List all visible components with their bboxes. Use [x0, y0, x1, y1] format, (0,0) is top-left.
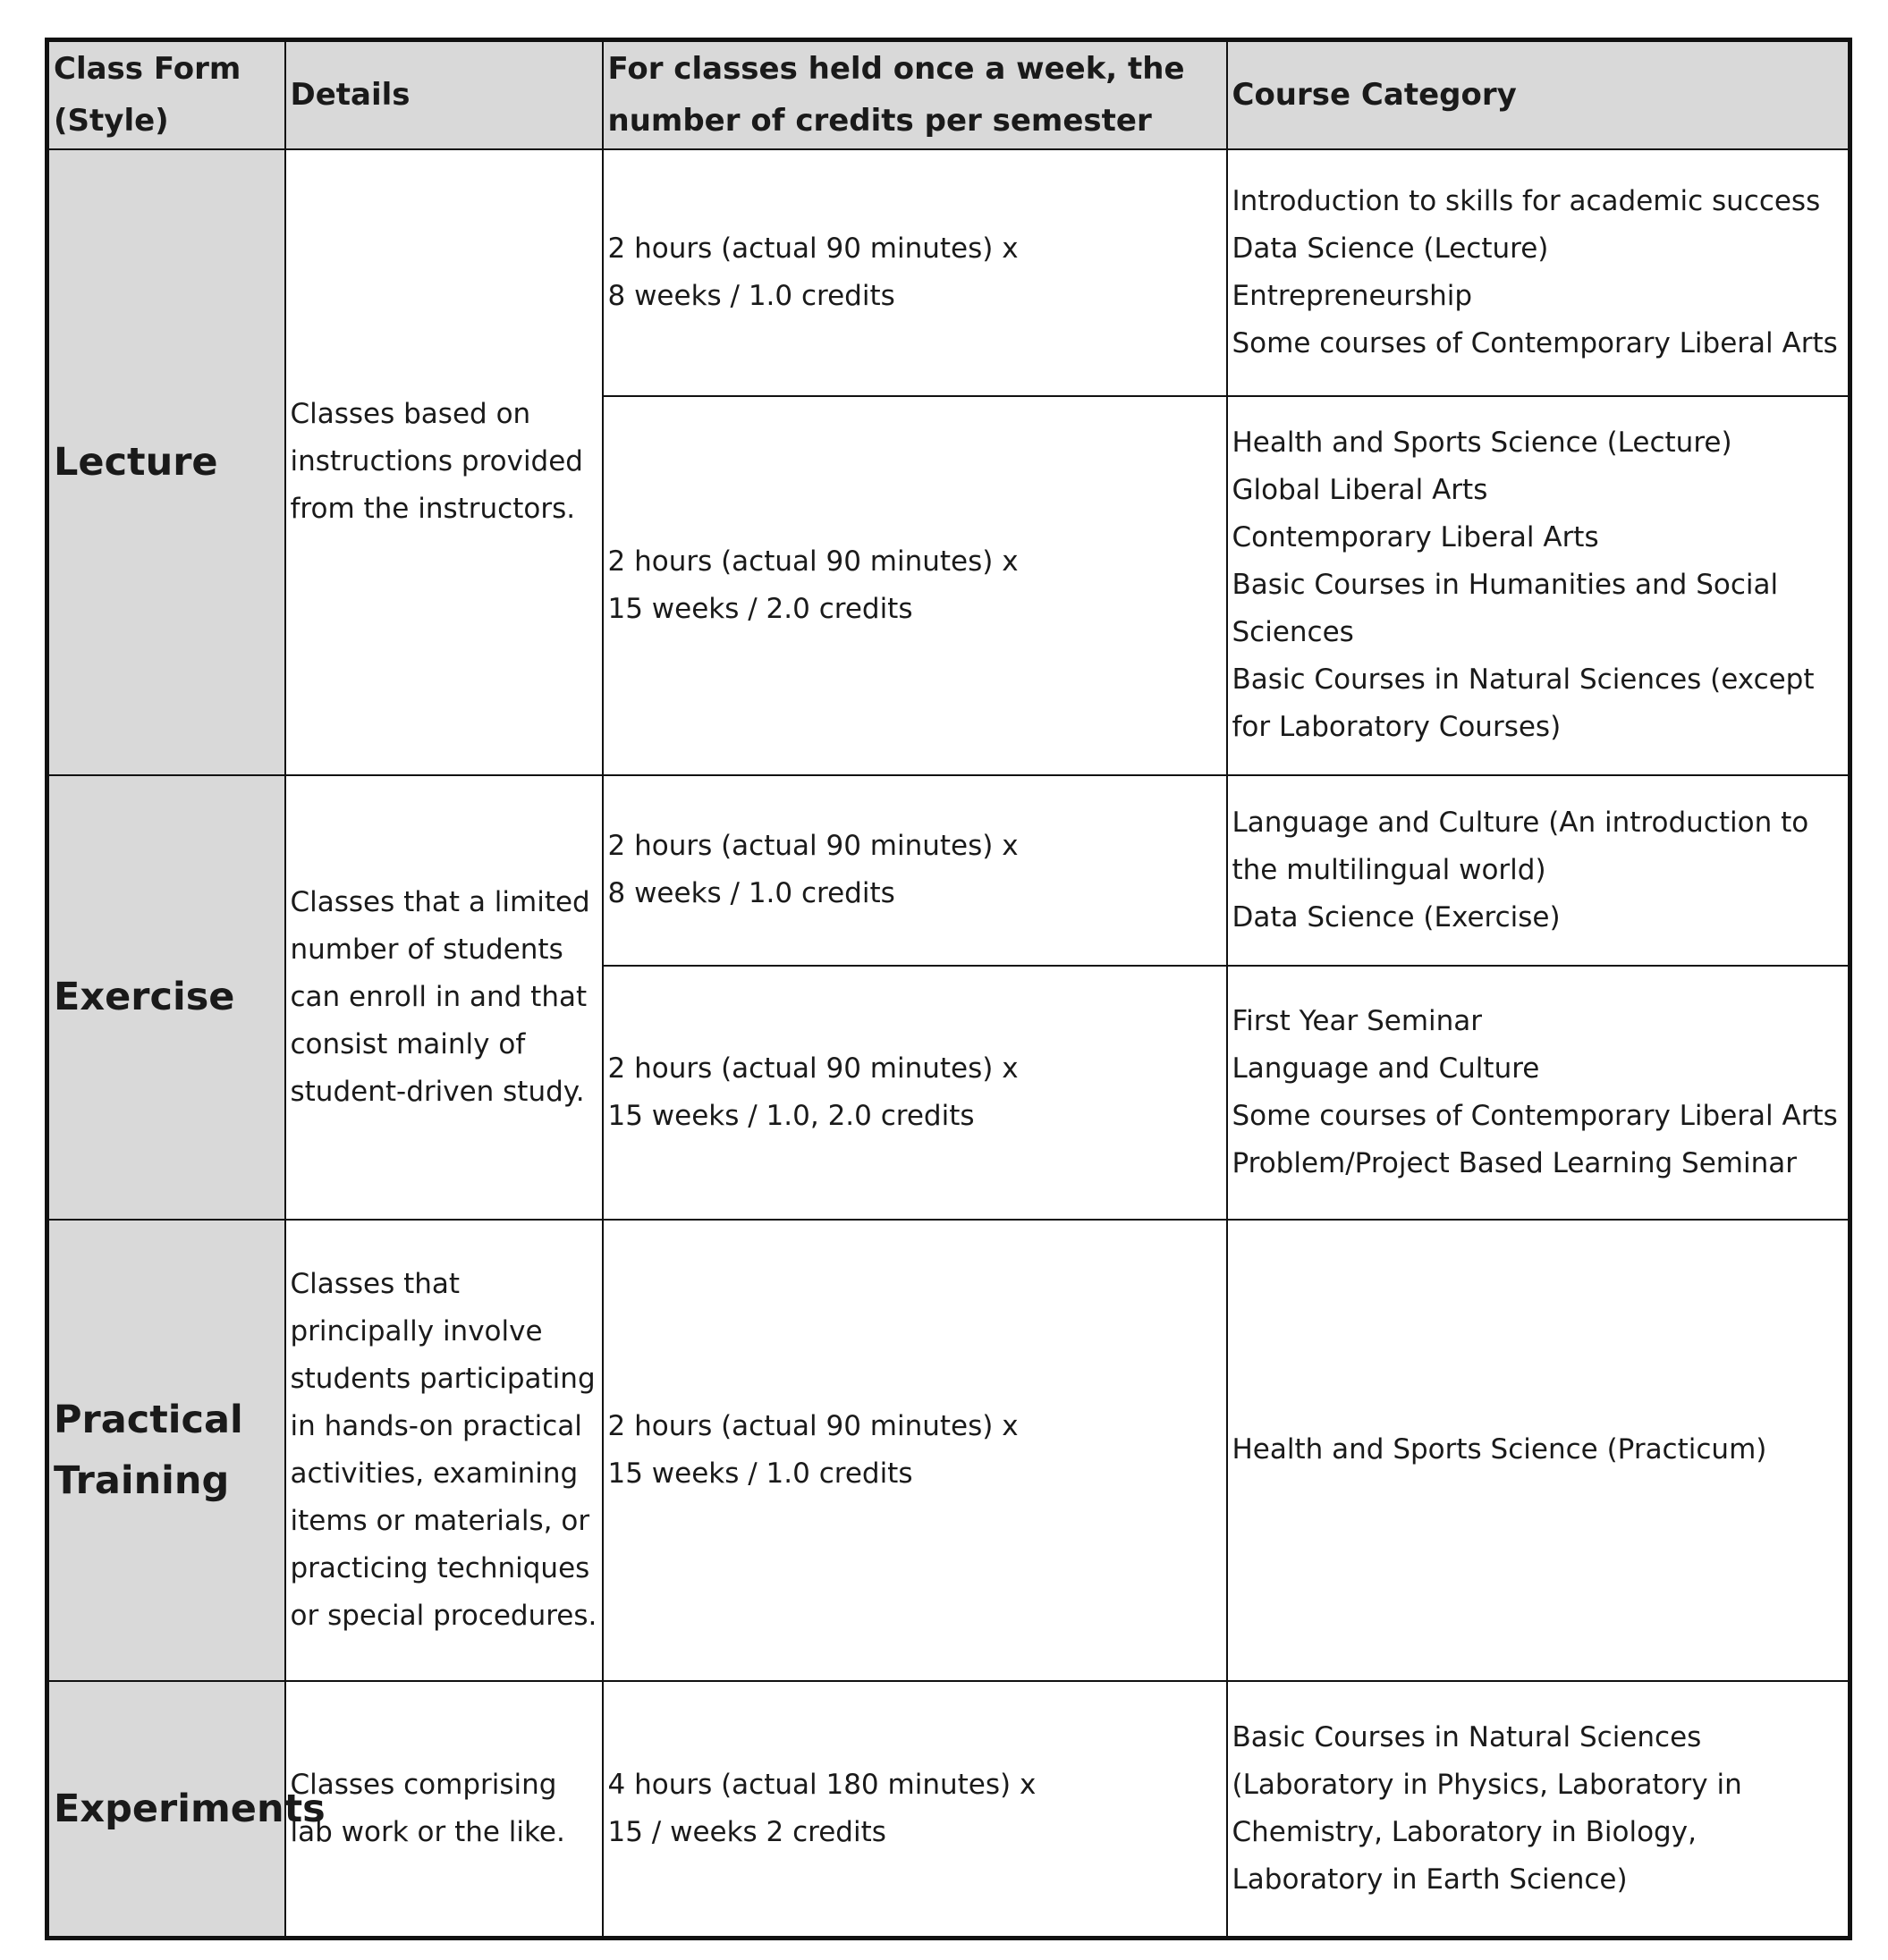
class-form-exercise: Exercise	[47, 775, 285, 1220]
details-experiments: Classes comprising lab work or the like.	[285, 1681, 603, 1939]
credits-line: 2 hours (actual 90 minutes) x	[607, 830, 1019, 862]
table-header-row	[47, 40, 1850, 149]
category-cell	[1227, 149, 1850, 396]
credits-cell	[603, 775, 1227, 966]
category-item: Basic Courses in Natural Sciences (Laboratory in Physics, Laboratory in Chemistry, Laboratory in Biology, Laboratory in Earth Science)	[1232, 1720, 1742, 1896]
category-item: Basic Courses in Natural Sciences (except for Laboratory Courses)	[1232, 663, 1815, 743]
category-item: Global Liberal Arts	[1232, 474, 1488, 506]
category-item: Contemporary Liberal Arts	[1232, 521, 1599, 553]
credits-cell	[603, 1681, 1227, 1939]
class-form-lecture: Lecture	[47, 149, 285, 775]
category-cell	[1227, 775, 1850, 966]
credits-line: 15 / weeks 2 credits	[607, 1815, 886, 1848]
credits-line: 8 weeks / 1.0 credits	[607, 279, 895, 312]
category-item: Some courses of Contemporary Liberal Arts	[1232, 1099, 1838, 1132]
category-item: First Year Seminar	[1232, 1004, 1483, 1037]
class-form-experiments: Experiments	[47, 1681, 285, 1939]
class-form-practical-training: Practical Training	[47, 1220, 285, 1681]
category-item: Language and Culture (An introduction to the multilingual world)	[1232, 806, 1809, 886]
credits-line: 2 hours (actual 90 minutes) x	[607, 545, 1019, 578]
category-cell	[1227, 966, 1850, 1220]
table-row-lecture-1	[47, 149, 1850, 396]
header-course-category: Course Category	[1227, 40, 1850, 149]
credits-line: 15 weeks / 2.0 credits	[607, 592, 913, 625]
category-item: Some courses of Contemporary Liberal Arts	[1232, 326, 1838, 359]
credits-line: 8 weeks / 1.0 credits	[607, 877, 895, 909]
category-item: Data Science (Lecture)	[1232, 232, 1549, 265]
category-item: Introduction to skills for academic success	[1232, 184, 1821, 217]
category-item: Basic Courses in Humanities and Social Sciences	[1232, 569, 1779, 648]
credit-table	[45, 38, 1852, 1940]
table-row-practical-training	[47, 1220, 1850, 1681]
credits-line: 15 weeks / 1.0, 2.0 credits	[607, 1099, 975, 1132]
details-exercise: Classes that a limited number of students can enroll in and that consist mainly of student-driven study.	[285, 775, 603, 1220]
header-details: Details	[285, 40, 603, 149]
category-item: Problem/Project Based Learning Seminar	[1232, 1146, 1798, 1179]
credits-line: 2 hours (actual 90 minutes) x	[607, 1052, 1019, 1085]
details-practical-training: Classes that principally involve students participating in hands-on practical activities, examining items or materials, or practicing techniques or special procedures.	[285, 1220, 603, 1681]
credits-line: 2 hours (actual 90 minutes) x	[607, 232, 1019, 265]
credits-line: 15 weeks / 1.0 credits	[607, 1457, 913, 1490]
details-lecture: Classes based on instructions provided from the instructors.	[285, 149, 603, 775]
category-cell	[1227, 1220, 1850, 1681]
credits-cell	[603, 966, 1227, 1220]
header-credits: For classes held once a week, the number of credits per semester	[603, 40, 1227, 149]
credits-cell	[603, 1220, 1227, 1681]
category-item: Data Science (Exercise)	[1232, 900, 1561, 934]
table-row-exercise-1	[47, 775, 1850, 966]
category-item: Language and Culture	[1232, 1052, 1540, 1085]
category-item: Health and Sports Science (Lecture)	[1232, 427, 1732, 459]
category-item: Entrepreneurship	[1232, 279, 1473, 312]
table-row-experiments	[47, 1681, 1850, 1939]
category-cell	[1227, 1681, 1850, 1939]
credits-cell	[603, 149, 1227, 396]
credits-line: 4 hours (actual 180 minutes) x	[607, 1768, 1037, 1801]
credits-line: 2 hours (actual 90 minutes) x	[607, 1409, 1019, 1442]
header-class-form: Class Form (Style)	[47, 40, 285, 149]
category-cell	[1227, 396, 1850, 775]
credits-cell	[603, 396, 1227, 775]
category-item: Health and Sports Science (Practicum)	[1232, 1433, 1767, 1466]
